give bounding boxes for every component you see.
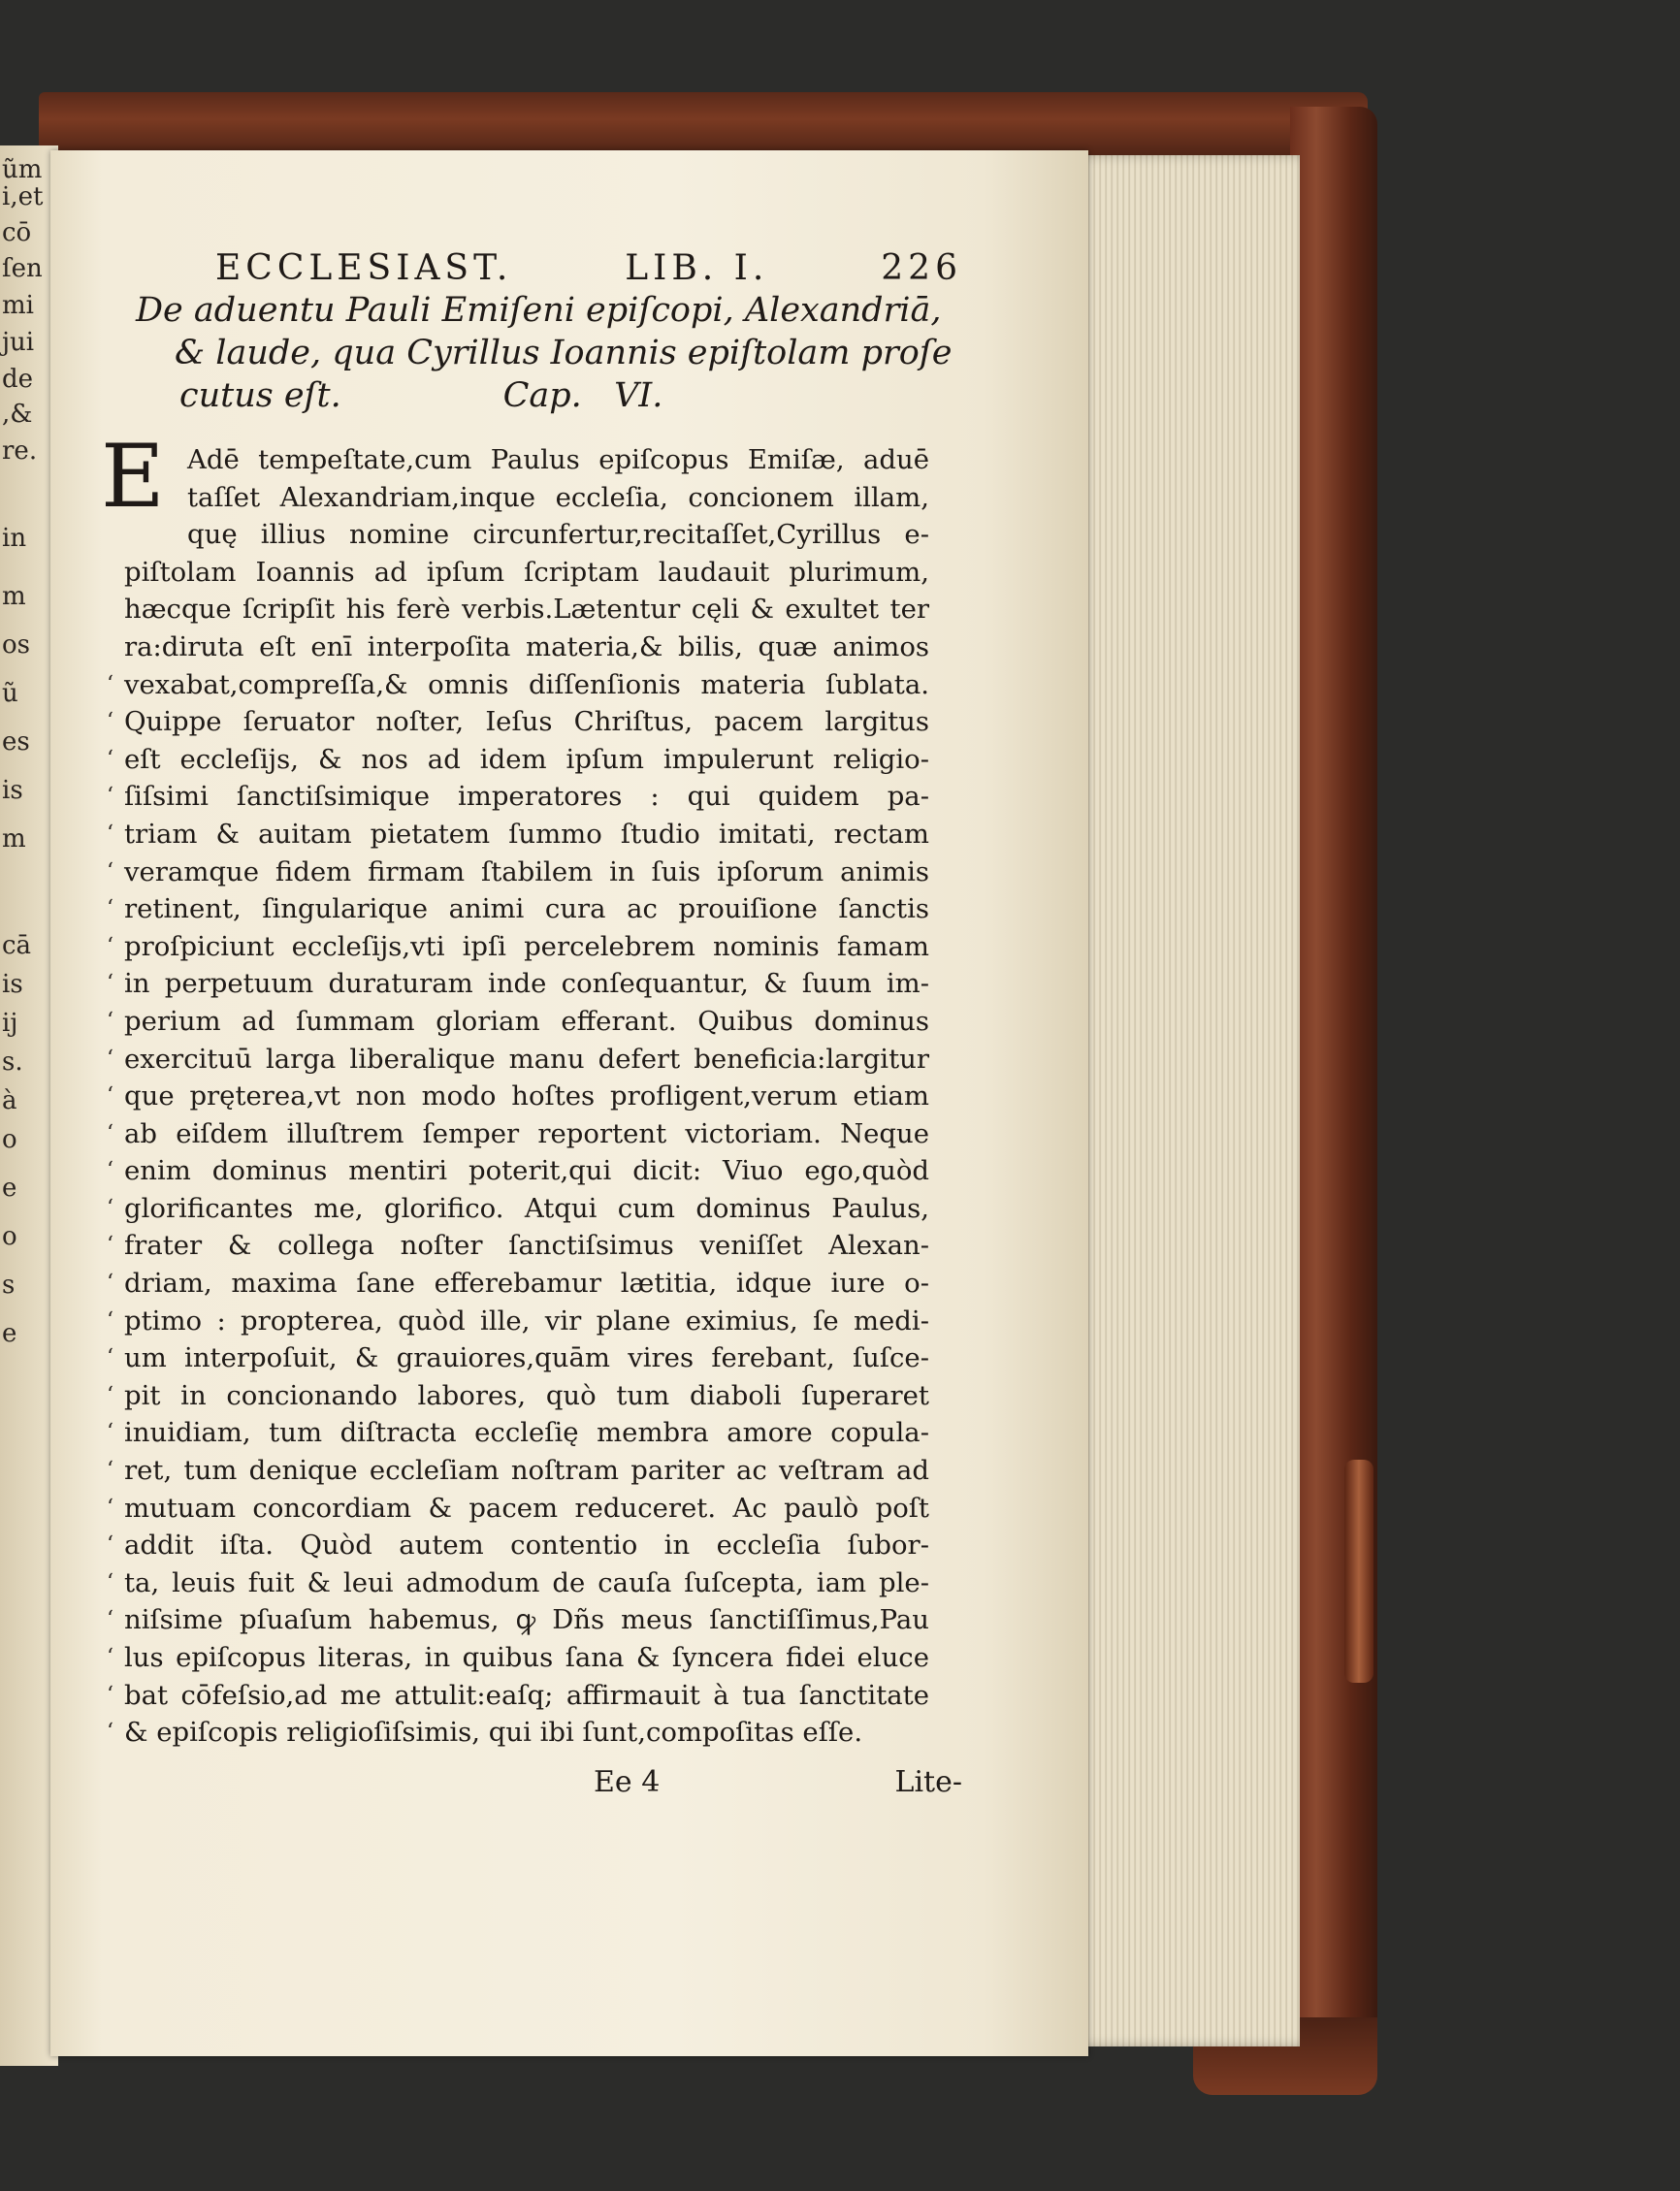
body-line-text: frater & collega noſter ſanctiſsimus veniſſet Alexan- bbox=[124, 1230, 929, 1262]
body-line bbox=[124, 554, 929, 592]
body-line-text: hæcque ſcripſit his ferè verbis.Lætentur cęli & exultet ter bbox=[124, 594, 929, 626]
running-head-book: LIB. I. bbox=[625, 248, 769, 288]
previous-page-fragment: de bbox=[2, 365, 34, 394]
body-line-text: & epiſcopis religioſiſsimis, qui ibi ſunt,compoſitas eſſe. bbox=[124, 1717, 863, 1749]
cover-clasp bbox=[1344, 1460, 1373, 1683]
running-head bbox=[215, 238, 962, 288]
quotation-mark: ‘ bbox=[107, 1120, 113, 1145]
previous-page-edge bbox=[0, 145, 58, 2066]
quotation-mark: ‘ bbox=[107, 1607, 113, 1632]
body-line-text: addit iſta. Quòd autem contentio in eccleſia ſubor- bbox=[124, 1530, 929, 1562]
body-line-text: veramque fidem firmam ſtabilem in ſuis ipſorum animis bbox=[124, 855, 929, 887]
quotation-mark: ‘ bbox=[107, 896, 113, 921]
body-line bbox=[107, 1564, 929, 1602]
body-line-text: quę illius nomine circunfertur,recitaſſet,Cyrillus e- bbox=[187, 519, 929, 551]
quotation-mark: ‘ bbox=[107, 933, 113, 958]
previous-page-fragment: o bbox=[2, 1125, 17, 1154]
previous-page-fragment: s. bbox=[2, 1047, 23, 1077]
body-line bbox=[107, 1190, 929, 1228]
chapter-heading-line: & laude, qua Cyrillus Ioannis epiſtolam proſe bbox=[175, 334, 953, 372]
quotation-mark: ‘ bbox=[107, 1233, 113, 1258]
chapter-heading-line: De aduentu Pauli Emiſeni epiſcopi, Alexandriā, bbox=[136, 291, 942, 330]
body-line bbox=[187, 479, 929, 517]
body-line-text: mutuam concordiam & pacem reduceret. Ac paulò poſt bbox=[124, 1492, 929, 1524]
body-line bbox=[107, 1265, 929, 1303]
body-line bbox=[107, 1414, 929, 1452]
body-line-text: exercituū larga liberalique manu defert beneficia:largitur bbox=[124, 1043, 929, 1075]
previous-page-fragment: e bbox=[2, 1319, 17, 1348]
quotation-mark: ‘ bbox=[107, 1271, 113, 1296]
body-line bbox=[107, 666, 929, 704]
running-head-title: ECCLESIAST. bbox=[215, 248, 513, 288]
body-line bbox=[107, 1115, 929, 1153]
quotation-mark: ‘ bbox=[107, 1682, 113, 1707]
body-line bbox=[107, 1041, 929, 1079]
drop-initial: E bbox=[101, 426, 165, 528]
body-line bbox=[107, 1490, 929, 1528]
body-line-text: enim dominus mentiri poterit,qui dicit: Viuo ego,quòd bbox=[124, 1155, 929, 1187]
quotation-mark: ‘ bbox=[107, 1046, 113, 1071]
quotation-mark: ‘ bbox=[107, 1420, 113, 1445]
quotation-mark: ‘ bbox=[107, 1083, 113, 1109]
previous-page-fragment: cā bbox=[2, 931, 32, 960]
body-line bbox=[107, 1677, 929, 1715]
body-line-text: Quippe ſeruator noſter, Ieſus Chriſtus, pacem largitus bbox=[124, 706, 929, 738]
page-footer bbox=[594, 1765, 962, 1799]
previous-page-fragment: ũ bbox=[2, 679, 18, 708]
folio-number: 226 bbox=[881, 248, 962, 288]
quotation-mark: ‘ bbox=[107, 821, 113, 846]
body-line-text: taſſet Alexandriam,inque eccleſia, concionem illam, bbox=[187, 481, 929, 513]
quotation-mark: ‘ bbox=[107, 1458, 113, 1483]
previous-page-fragment: i,et bbox=[2, 182, 44, 211]
previous-page-fragment: re. bbox=[2, 436, 38, 466]
previous-page-fragment: ij bbox=[2, 1009, 18, 1038]
body-line-text: piſtolam Ioannis ad ipſum ſcriptam laudauit plurimum, bbox=[124, 556, 929, 588]
body-line bbox=[107, 1078, 929, 1115]
page-fore-edge bbox=[1067, 155, 1300, 2046]
body-line-text: ta, leuis fuit & leui admodum de cauſa ſuſcepta, iam ple- bbox=[124, 1566, 929, 1598]
body-line-text: que pręterea,vt non modo hoſtes profligent,verum etiam bbox=[124, 1080, 929, 1112]
quotation-mark: ‘ bbox=[107, 671, 113, 696]
book-page bbox=[50, 150, 1088, 2056]
quotation-mark: ‘ bbox=[107, 1569, 113, 1595]
body-line-text: ſiſsimi ſanctiſsimique imperatores : qui quidem pa- bbox=[124, 781, 929, 813]
chapter-heading bbox=[136, 289, 951, 417]
previous-page-fragment: m bbox=[2, 582, 26, 611]
body-line-text: inuidiam, tum diſtracta eccleſię membra amore copula- bbox=[124, 1417, 929, 1449]
previous-page-fragment: es bbox=[2, 727, 30, 757]
quotation-mark: ‘ bbox=[107, 1158, 113, 1183]
body-line bbox=[107, 1452, 929, 1490]
previous-page-fragment: o bbox=[2, 1222, 17, 1251]
body-line bbox=[107, 890, 929, 928]
body-line-text: bat cōfeſsio,ad me attulit:eaſq; affirmauit à tua ſanctitate bbox=[124, 1679, 929, 1711]
previous-page-fragment: ũm bbox=[2, 155, 43, 184]
previous-page-fragment: e bbox=[2, 1174, 17, 1203]
quotation-mark: ‘ bbox=[107, 1307, 113, 1333]
body-line-text: niſsime pſuaſum habemus, ꝙ Dñs meus ſanctiſſimus,Pau bbox=[124, 1604, 929, 1636]
previous-page-fragment: ,& bbox=[2, 400, 33, 429]
body-line-text: driam, maxima ſane efferebamur lætitia, idque iure o- bbox=[124, 1268, 929, 1300]
quotation-mark: ‘ bbox=[107, 858, 113, 884]
body-line-text: ra:diruta eſt enī interpoſita materia,& bilis, quæ animos bbox=[124, 630, 929, 662]
body-line bbox=[107, 1152, 929, 1190]
body-line-text: pit in concionando labores, quò tum diaboli ſuperaret bbox=[124, 1379, 929, 1411]
body-line-text: proſpiciunt eccleſijs,vti ipſi percelebrem nominis famam bbox=[124, 930, 929, 962]
body-line-text: vexabat,compreſſa,& omnis diſſenſionis materia ſublata. bbox=[124, 668, 929, 700]
body-line-text: in perpetuum duraturam inde conſequantur, & ſuum im- bbox=[124, 968, 929, 1000]
body-line bbox=[107, 1377, 929, 1415]
body-line bbox=[107, 928, 929, 966]
body-line-text: eſt eccleſijs, & nos ad idem ipſum impulerunt religio- bbox=[124, 743, 929, 775]
quotation-mark: ‘ bbox=[107, 746, 113, 771]
previous-page-fragment: ſen bbox=[2, 254, 43, 283]
body-line bbox=[107, 778, 929, 816]
quotation-mark: ‘ bbox=[107, 784, 113, 809]
body-line-text: ret, tum denique eccleſiam noſtram pariter ac veſtram ad bbox=[124, 1455, 929, 1487]
body-line bbox=[107, 854, 929, 891]
quotation-mark: ‘ bbox=[107, 1495, 113, 1520]
body-line bbox=[187, 441, 929, 479]
quotation-mark: ‘ bbox=[107, 1195, 113, 1220]
body-line-text: retinent, ſingularique animi cura ac prouiſione ſanctis bbox=[124, 893, 929, 925]
previous-page-fragment: is bbox=[2, 970, 23, 999]
signature-mark: Ee 4 bbox=[594, 1765, 661, 1799]
quotation-mark: ‘ bbox=[107, 1720, 113, 1745]
body-line bbox=[107, 1527, 929, 1564]
body-line-text: ab eiſdem illuſtrem ſemper reportent victoriam. Neque bbox=[124, 1117, 929, 1149]
body-line bbox=[107, 1339, 929, 1377]
body-line bbox=[107, 1227, 929, 1265]
body-line bbox=[107, 965, 929, 1003]
quotation-mark: ‘ bbox=[107, 709, 113, 734]
quotation-mark: ‘ bbox=[107, 1345, 113, 1370]
body-line-text: um interpoſuit, & grauiores,quām vires ferebant, ſuſce- bbox=[124, 1342, 929, 1374]
chapter-heading-line: cutus eſt. Cap. VI. bbox=[179, 376, 663, 415]
previous-page-fragment: m bbox=[2, 824, 26, 854]
previous-page-fragment: mi bbox=[2, 291, 34, 320]
quotation-mark: ‘ bbox=[107, 971, 113, 996]
body-line bbox=[107, 1714, 929, 1752]
body-line-text: glorificantes me, glorifico. Atqui cum dominus Paulus, bbox=[124, 1192, 929, 1224]
body-line bbox=[124, 591, 929, 628]
body-line bbox=[107, 741, 929, 779]
quotation-mark: ‘ bbox=[107, 1645, 113, 1669]
body-line-text: lus epiſcopus literas, in quibus ſana & ſyncera fidei eluce bbox=[124, 1642, 929, 1673]
previous-page-fragment: jui bbox=[2, 328, 35, 357]
quotation-mark: ‘ bbox=[107, 1532, 113, 1558]
previous-page-fragment: in bbox=[2, 524, 27, 553]
body-line bbox=[107, 816, 929, 854]
previous-page-fragment: cō bbox=[2, 218, 32, 247]
catchword: Lite- bbox=[894, 1765, 962, 1799]
body-line bbox=[187, 516, 929, 554]
body-text bbox=[95, 441, 929, 1752]
previous-page-fragment: à bbox=[2, 1086, 17, 1115]
body-line-text: Adē tempeſtate,cum Paulus epiſcopus Emiſæ, aduē bbox=[187, 444, 929, 475]
body-line bbox=[107, 1639, 929, 1677]
quotation-mark: ‘ bbox=[107, 1008, 113, 1033]
body-line-text: triam & auitam pietatem ſummo ſtudio imitati, rectam bbox=[124, 818, 929, 850]
previous-page-fragment: s bbox=[2, 1271, 16, 1300]
previous-page-fragment: os bbox=[2, 630, 30, 660]
body-line bbox=[107, 1601, 929, 1639]
body-line bbox=[124, 628, 929, 666]
body-line bbox=[107, 1303, 929, 1340]
body-line bbox=[107, 1003, 929, 1041]
body-line-text: perium ad ſummam gloriam efferant. Quibus dominus bbox=[124, 1005, 929, 1037]
book-cover-side bbox=[1290, 107, 1377, 2076]
body-line bbox=[107, 703, 929, 741]
previous-page-fragment: is bbox=[2, 776, 23, 805]
body-line-text: ptimo : propterea, quòd ille, vir plane eximius, ſe medi- bbox=[124, 1305, 929, 1337]
quotation-mark: ‘ bbox=[107, 1382, 113, 1407]
